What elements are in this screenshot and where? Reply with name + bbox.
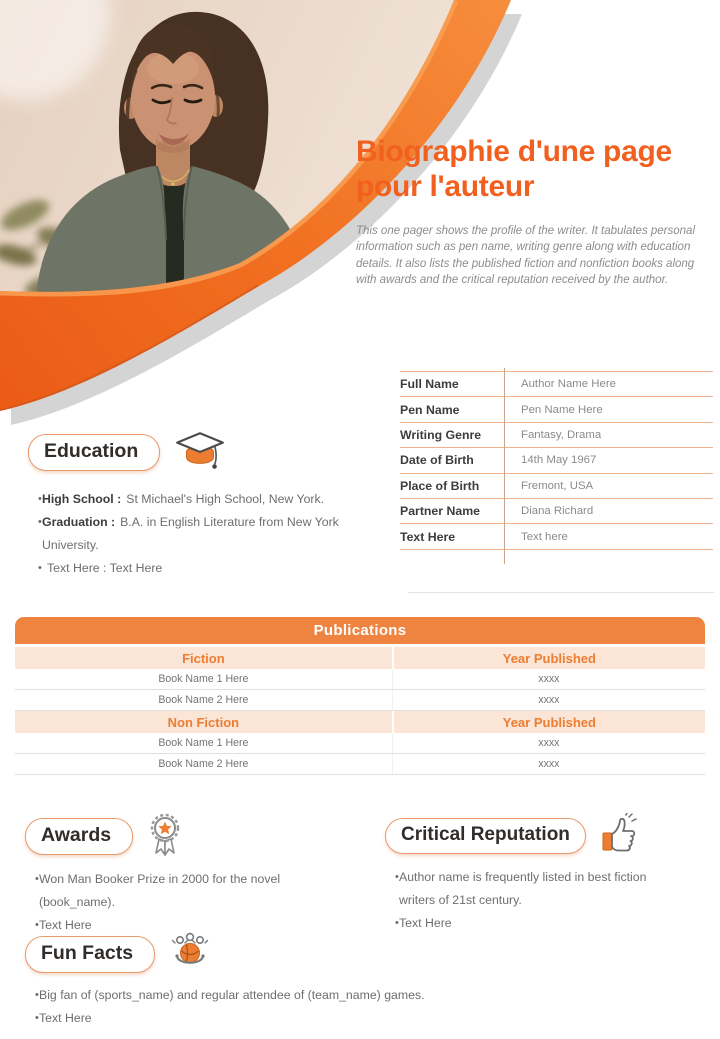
bullet-dot: • bbox=[395, 871, 399, 883]
section-awards bbox=[25, 818, 355, 937]
bullet-label: Graduation : bbox=[42, 515, 116, 529]
table-row bbox=[400, 499, 713, 524]
education-heading: Education bbox=[28, 434, 160, 471]
bullet-text: St Michael's High School, New York. bbox=[126, 492, 325, 506]
bullet-dot: • bbox=[35, 989, 39, 1001]
section-education bbox=[28, 434, 368, 580]
list-item bbox=[28, 511, 368, 557]
bullet-dot: • bbox=[35, 1012, 39, 1024]
book-name: Book Name 2 Here bbox=[158, 694, 249, 706]
publications-heading: Publications bbox=[15, 617, 705, 644]
publications-table bbox=[15, 617, 705, 775]
category-header: Non Fiction bbox=[167, 714, 240, 730]
year-header: Year Published bbox=[392, 647, 705, 669]
book-name: Book Name 2 Here bbox=[158, 758, 249, 770]
bullet-text: Text Here bbox=[39, 1011, 92, 1025]
graduation-cap-icon bbox=[173, 429, 227, 477]
bullet-dot: • bbox=[395, 916, 399, 929]
table-row bbox=[400, 397, 713, 422]
profile-column-divider bbox=[504, 368, 505, 564]
profile-label: Place of Birth bbox=[400, 478, 480, 493]
critical-reputation-heading: Critical Reputation bbox=[385, 818, 586, 854]
profile-value: 14th May 1967 bbox=[521, 454, 597, 467]
list-item bbox=[25, 868, 355, 914]
fun-facts-heading: Fun Facts bbox=[25, 936, 155, 973]
bullet-text: B.A. in English Literature from New York University. bbox=[42, 515, 339, 552]
bullet-label: High School : bbox=[42, 492, 122, 506]
bullet-text: Won Man Booker Prize in 2000 for the novel (book_name). bbox=[39, 872, 281, 909]
year-header: Year Published bbox=[392, 711, 705, 733]
table-row bbox=[400, 423, 713, 448]
publications-subheader bbox=[15, 647, 705, 669]
bullet-dot: • bbox=[35, 873, 39, 885]
category-header: Fiction bbox=[182, 650, 225, 666]
thumbs-up-icon bbox=[599, 813, 639, 855]
profile-label: Writing Genre bbox=[400, 427, 482, 442]
book-name: Book Name 1 Here bbox=[158, 673, 249, 685]
list-item bbox=[25, 1007, 645, 1030]
divider bbox=[408, 592, 714, 593]
bullet-dot: • bbox=[38, 493, 42, 505]
table-row bbox=[15, 669, 705, 690]
list-item bbox=[28, 488, 368, 511]
bullet-text: Big fan of (sports_name) and regular attendee of (team_name) games. bbox=[39, 988, 425, 1002]
table-row bbox=[400, 448, 713, 473]
year-value: xxxx bbox=[392, 669, 705, 689]
table-row bbox=[15, 754, 705, 775]
cheering-fans-icon bbox=[168, 931, 212, 973]
list-item bbox=[385, 866, 720, 912]
profile-value: Author Name Here bbox=[521, 378, 616, 391]
intro-paragraph: This one pager shows the profile of the writer. It tabulates personal information such as pen name, writing genre along with education details. It also lists the published fiction and nonfiction books along with awards and the critical reputation received by the author. bbox=[356, 225, 696, 286]
medal-icon bbox=[146, 813, 184, 857]
bullet-dot: • bbox=[38, 516, 42, 528]
awards-heading: Awards bbox=[25, 818, 133, 855]
profile-value: Text here bbox=[521, 530, 568, 543]
section-critical-reputation bbox=[385, 818, 720, 935]
profile-label: Date of Birth bbox=[400, 453, 474, 468]
bullet-dot: • bbox=[38, 561, 42, 574]
profile-value: Diana Richard bbox=[521, 505, 594, 518]
publications-subheader bbox=[15, 711, 705, 733]
section-fun-facts bbox=[25, 936, 645, 1030]
page-title: Biographie d'une page pour l'auteur bbox=[356, 135, 672, 204]
year-value: xxxx bbox=[392, 754, 705, 774]
table-row bbox=[15, 690, 705, 711]
profile-label: Pen Name bbox=[400, 402, 460, 417]
bullet-dot: • bbox=[35, 918, 39, 931]
profile-label: Full Name bbox=[400, 377, 459, 392]
bullet-text: Text Here : Text Here bbox=[47, 560, 163, 575]
profile-label: Partner Name bbox=[400, 504, 480, 519]
list-item bbox=[28, 557, 368, 580]
bullet-text: Text Here bbox=[39, 917, 92, 932]
book-name: Book Name 1 Here bbox=[158, 737, 249, 749]
year-value: xxxx bbox=[392, 733, 705, 753]
profile-label: Text Here bbox=[400, 529, 456, 544]
profile-table bbox=[400, 371, 713, 550]
year-value: xxxx bbox=[392, 690, 705, 710]
profile-value: Pen Name Here bbox=[521, 403, 603, 416]
education-bullets bbox=[28, 488, 368, 580]
table-row bbox=[15, 733, 705, 754]
table-row bbox=[400, 372, 713, 397]
fun-facts-bullets bbox=[25, 984, 645, 1030]
awards-bullets bbox=[25, 868, 355, 937]
list-item bbox=[25, 984, 645, 1007]
bullet-text: Author name is frequently listed in best fiction writers of 21st century. bbox=[399, 870, 647, 907]
table-row bbox=[400, 524, 713, 549]
table-row bbox=[400, 474, 713, 499]
profile-value: Fremont, USA bbox=[521, 479, 594, 492]
profile-value: Fantasy, Drama bbox=[521, 428, 602, 441]
bullet-text: Text Here bbox=[399, 915, 452, 930]
critical-reputation-bullets bbox=[385, 866, 720, 935]
list-item bbox=[385, 912, 720, 935]
